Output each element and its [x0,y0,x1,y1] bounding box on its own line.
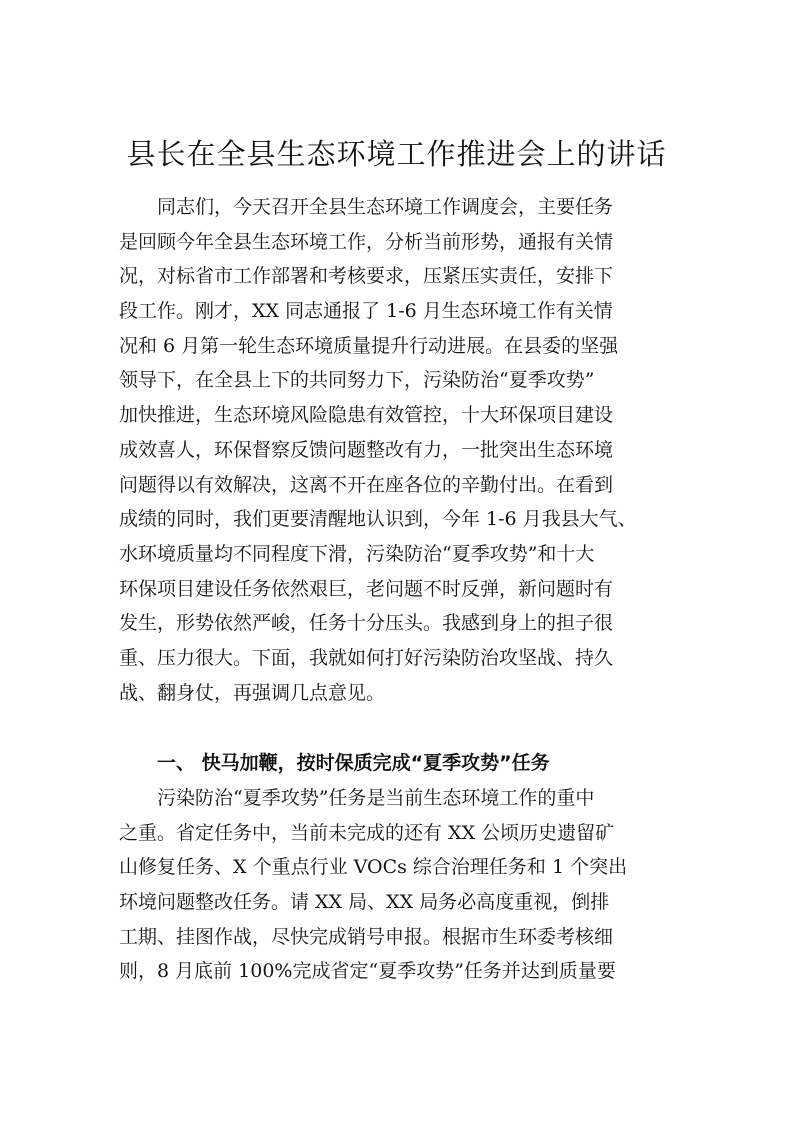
text-line: 段工作。刚才，XX 同志通报了 1-6 月生态环境工作有关情 [119,300,613,323]
section-heading-text: 一、 快马加鞭，按时保质完成“夏季攻势”任务 [119,752,550,774]
text-line: 环境问题整改任务。请 XX 局、XX 局务必高度重视，倒排 [119,891,610,914]
text-line: 污染防治“夏季攻势”任务是当前生态环境工作的重中 [119,787,595,809]
text-line: 则，8 月底前 100%完成省定“夏季攻势”任务并达到质量要 [119,960,616,983]
paragraph-intro [119,190,675,710]
text-line: 领导下，在全县上下的共同努力下，污染防治“夏季攻势” [119,369,595,392]
section-heading-1 [119,746,675,781]
text-line: 成绩的同时，我们更要清醒地认识到，今年 1-6 月我县大气、 [119,508,637,531]
text-line: 水环境质量均不同程度下滑，污染防治“夏季攻势”和十大 [119,542,595,565]
text-line: 况和 6 月第一轮生态环境质量提升行动进展。在县委的坚强 [119,334,619,357]
text-line: 山修复任务、X 个重点行业 VOCs 综合治理任务和 1 个突出 [119,856,628,879]
document-title: 县长在全县生态环境工作推进会上的讲话 [126,137,667,171]
text-line: 况，对标省市工作部署和考核要求，压紧压实责任，安排下 [119,265,614,288]
text-line: 是回顾今年全县生态环境工作，分析当前形势，通报有关情 [119,230,614,253]
text-line: 工期、挂图作战，尽快完成销号申报。根据市生环委考核细 [119,925,614,948]
text-line: 环保项目建设任务依然艰巨，老问题不时反弹，新问题时有 [119,577,614,600]
text-line: 成效喜人，环保督察反馈问题整改有力，一批突出生态环境 [119,438,614,461]
text-line: 战、翻身仗，再强调几点意见。 [119,681,386,704]
text-line: 同志们，今天召开全县生态环境工作调度会，主要任务 [119,196,614,218]
text-line: 之重。省定任务中，当前未完成的还有 XX 公顷历史遗留矿 [119,821,615,844]
text-line: 问题得以有效解决，这离不开在座各位的辛勤付出。在看到 [119,473,614,496]
text-line: 重、压力很大。下面，我就如何打好污染防治攻坚战、持久 [119,646,614,669]
text-line: 发生，形势依然严峻，任务十分压头。我感到身上的担子很 [119,612,614,635]
text-line: 加快推进，生态环境风险隐患有效管控，十大环保项目建设 [119,404,614,427]
paragraph-section-1 [119,781,675,989]
